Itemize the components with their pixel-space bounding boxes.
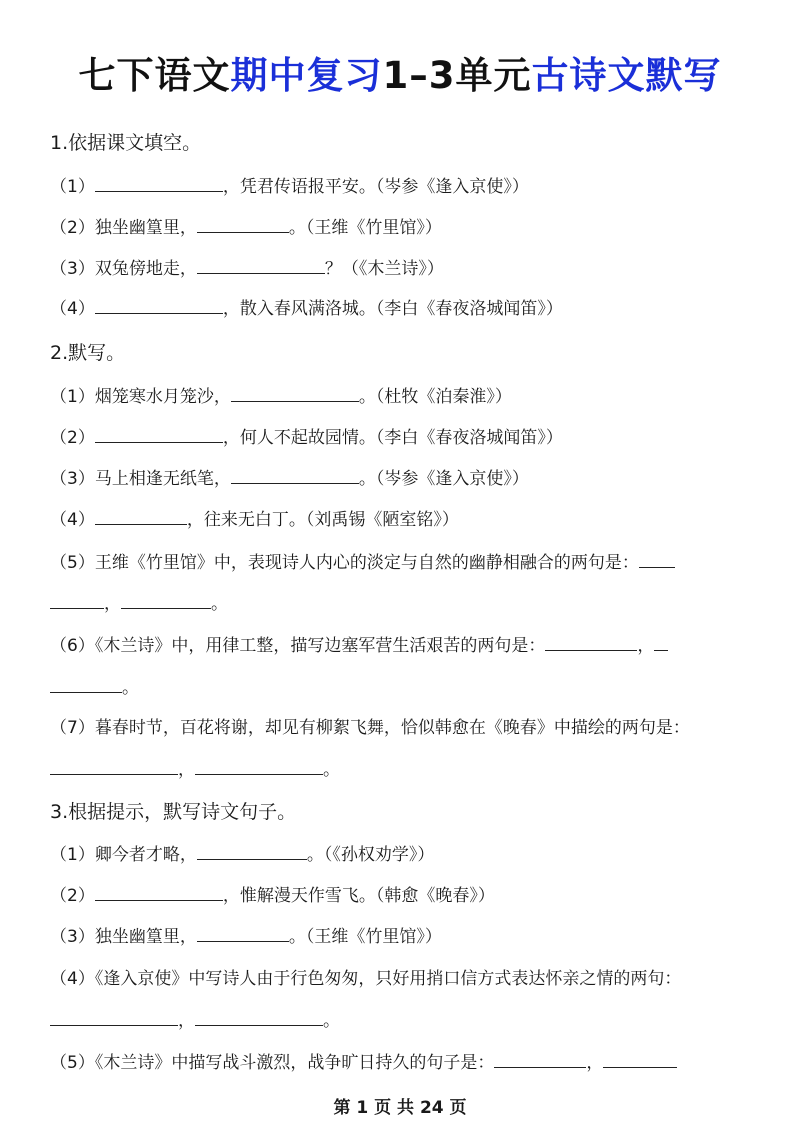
question-text: ，凭君传语报平安。（岑参《逢入京使》） [222,177,529,197]
answer-blank[interactable] [197,258,325,274]
question-text: 。（《孙权劝学》） [306,845,435,865]
question-number: （1） [50,845,95,865]
question-s3-4 [50,967,681,991]
question-s2-6-cont [50,676,139,700]
question-number: （2） [50,218,95,238]
answer-blank[interactable] [50,1010,178,1026]
section-3-heading: 3.根据提示，默写诗文句子。 [50,801,297,823]
question-text: 卿今者才略， [94,845,197,865]
answer-blank[interactable] [95,509,187,525]
page-title [0,52,800,100]
question-number: （4） [50,969,95,989]
question-text: 马上相逢无纸笔， [94,469,231,489]
title-part-3: 1–3单元 [382,54,532,97]
question-number: （4） [50,510,95,530]
question-s3-5 [50,1051,677,1075]
question-text: ， [586,1053,604,1073]
question-text: 。 [122,678,139,698]
question-text: ，散入春风满洛城。（李白《春夜洛城闻笛》） [222,299,563,319]
answer-blank[interactable] [195,759,323,775]
answer-blank[interactable] [603,1052,677,1068]
question-s2-7 [50,716,690,740]
section-2-heading: 2.默写。 [50,342,126,364]
question-s2-2 [50,426,563,450]
question-text: ， [178,760,195,780]
answer-blank[interactable] [195,1010,323,1026]
question-text: 《木兰诗》中描写战斗激烈，战争旷日持久的句子是： [94,1053,495,1073]
question-text: 。（王维《竹里馆》） [288,218,442,238]
answer-blank[interactable] [654,635,668,651]
question-number: （5） [50,1053,95,1073]
question-text: 。 [323,1011,340,1031]
answer-blank[interactable] [231,468,359,484]
question-text: 暮春时节，百花将谢，却见有柳絮飞舞，恰似韩愈在《晚春》中描绘的两句是： [94,718,690,738]
question-text: ， [637,636,655,656]
answer-blank[interactable] [95,298,223,314]
question-number: （1） [50,177,95,197]
question-number: （2） [50,428,95,448]
question-text: ，惟解漫天作雪飞。（韩愈《晚春》） [222,886,495,906]
question-s2-5-cont [50,592,228,616]
question-s3-2 [50,884,495,908]
question-text: 。 [323,760,340,780]
question-s1-3 [50,257,444,281]
question-s2-6 [50,634,668,658]
answer-blank[interactable] [50,677,122,693]
question-number: （1） [50,387,95,407]
question-text: ， [104,594,121,614]
question-s1-1 [50,175,529,199]
answer-blank[interactable] [197,217,289,233]
question-s3-3 [50,925,442,949]
answer-blank[interactable] [50,593,104,609]
question-number: （2） [50,886,95,906]
question-text: 独坐幽篁里， [94,927,197,947]
question-s2-7-cont [50,758,340,782]
question-number: （7） [50,718,95,738]
question-s2-5 [50,551,675,575]
question-number: （3） [50,927,95,947]
question-number: （4） [50,299,95,319]
title-part-1: 七下语文 [78,54,231,97]
question-text: 。 [211,594,228,614]
answer-blank[interactable] [121,593,211,609]
question-text: ，何人不起故园情。（李白《春夜洛城闻笛》） [222,428,563,448]
section-1-heading: 1.依据课文填空。 [50,132,202,154]
answer-blank[interactable] [95,176,223,192]
question-text: 。（王维《竹里馆》） [288,927,442,947]
question-number: （5） [50,553,95,573]
question-number: （3） [50,469,95,489]
question-number: （3） [50,259,95,279]
answer-blank[interactable] [639,552,675,568]
question-text: 。（杜牧《泊秦淮》） [358,387,512,407]
question-s2-1 [50,385,512,409]
question-text: 王维《竹里馆》中，表现诗人内心的淡定与自然的幽静相融合的两句是： [94,553,639,573]
question-number: （6） [50,636,95,656]
question-text: 烟笼寒水月笼沙， [94,387,231,407]
question-s3-4-cont [50,1009,340,1033]
question-s2-3 [50,467,529,491]
answer-blank[interactable] [95,427,223,443]
answer-blank[interactable] [95,885,223,901]
question-text: 。（岑参《逢入京使》） [358,469,529,489]
question-text: ， [178,1011,195,1031]
answer-blank[interactable] [50,759,178,775]
question-s1-2 [50,216,442,240]
question-text: 独坐幽篁里， [94,218,197,238]
question-text: 《木兰诗》中，用律工整，描写边塞军营生活艰苦的两句是： [94,636,546,656]
title-part-4: 古诗文默写 [531,54,722,97]
question-text: ，往来无白丁。（刘禹锡《陋室铭》） [186,510,459,530]
question-s1-4 [50,297,563,321]
question-text: 双兔傍地走， [94,259,197,279]
title-part-2: 期中复习 [230,54,383,97]
question-text: 《逢入京使》中写诗人由于行色匆匆，只好用捎口信方式表达怀亲之情的两句： [94,969,682,989]
question-s2-4 [50,508,459,532]
answer-blank[interactable] [197,926,289,942]
answer-blank[interactable] [545,635,637,651]
answer-blank[interactable] [494,1052,586,1068]
answer-blank[interactable] [197,844,307,860]
page-footer: 第 1 页 共 24 页 [333,1098,467,1118]
answer-blank[interactable] [231,386,359,402]
question-text: ？（《木兰诗》） [324,259,444,279]
question-s3-1 [50,843,434,867]
